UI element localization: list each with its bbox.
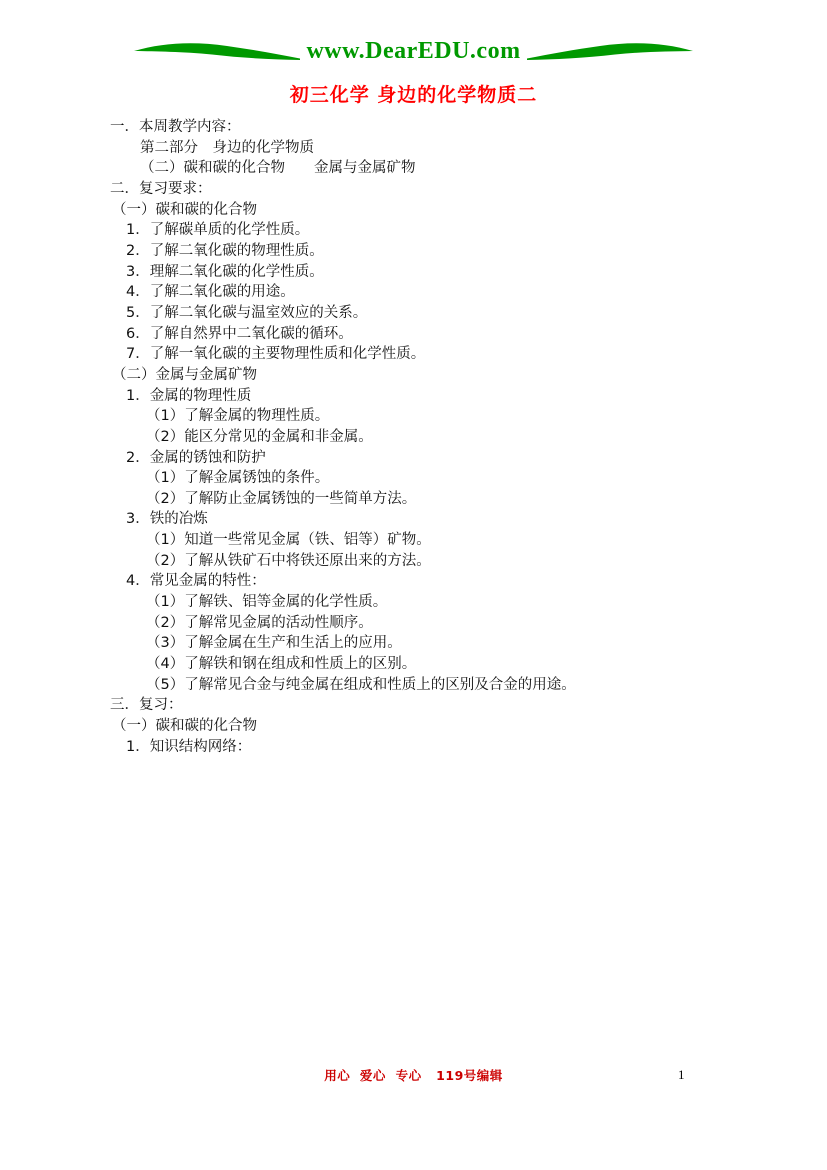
page-number: 1 (678, 1067, 685, 1082)
document-title: 初三化学 身边的化学物质二 (289, 84, 538, 106)
content-line: 4．常见金属的特性： (126, 573, 266, 590)
content-line: （2）了解常见金属的活动性顺序。 (146, 614, 373, 631)
content-line: 三．复习： (110, 697, 183, 714)
content-line: 2．金属的锈蚀和防护 (126, 449, 266, 466)
content-line: （二）金属与金属矿物 (112, 366, 257, 383)
content-line: （1）知道一些常见金属（铁、铝等）矿物。 (146, 532, 431, 549)
logo-text: www.DearEDU.com (306, 38, 521, 64)
content-line: 5．了解二氧化碳与温室效应的关系。 (126, 304, 368, 321)
right-swoosh-icon (525, 38, 695, 64)
content-line: 3．理解二氧化碳的化学性质。 (126, 263, 324, 280)
content-line: （5）了解常见合金与纯金属在组成和性质上的区别及合金的用途。 (146, 676, 576, 693)
site-header (0, 34, 827, 68)
content-line: （1）了解铁、铝等金属的化学性质。 (146, 594, 388, 611)
content-line: 1．知识结构网络： (126, 738, 252, 755)
footer-slogan: 用心 爱心 专心 119号编辑 (324, 1068, 503, 1083)
content-line: 1．金属的物理性质 (126, 387, 252, 404)
left-swoosh-icon (132, 38, 302, 64)
content-line: （4）了解铁和钢在组成和性质上的区别。 (146, 656, 417, 673)
content-line: （1）了解金属锈蚀的条件。 (146, 470, 330, 487)
content-line: 第二部分 身边的化学物质 (140, 139, 314, 156)
content-line: 4．了解二氧化碳的用途。 (126, 284, 295, 301)
content-line: 二．复习要求： (110, 180, 212, 197)
content-line: （3）了解金属在生产和生活上的应用。 (146, 635, 402, 652)
document-body (0, 117, 827, 757)
page-footer (0, 1066, 827, 1084)
content-line: 一．本周教学内容： (110, 119, 241, 135)
content-line: （二）碳和碳的化合物 金属与金属矿物 (140, 160, 416, 177)
content-line: 7．了解一氧化碳的主要物理性质和化学性质。 (126, 346, 426, 363)
content-line: （一）碳和碳的化合物 (112, 718, 257, 735)
content-line: （1）了解金属的物理性质。 (146, 408, 330, 425)
content-line: 1．了解碳单质的化学性质。 (126, 222, 310, 239)
content-line: （2）了解从铁矿石中将铁还原出来的方法。 (146, 552, 431, 569)
content-line: 3．铁的冶炼 (126, 511, 208, 528)
content-line: 2．了解二氧化碳的物理性质。 (126, 242, 324, 259)
content-line: 6．了解自然界中二氧化碳的循环。 (126, 325, 353, 342)
content-line: （一）碳和碳的化合物 (112, 201, 257, 218)
content-line: （2）能区分常见的金属和非金属。 (146, 428, 373, 445)
content-line: （2）了解防止金属锈蚀的一些简单方法。 (146, 490, 417, 507)
